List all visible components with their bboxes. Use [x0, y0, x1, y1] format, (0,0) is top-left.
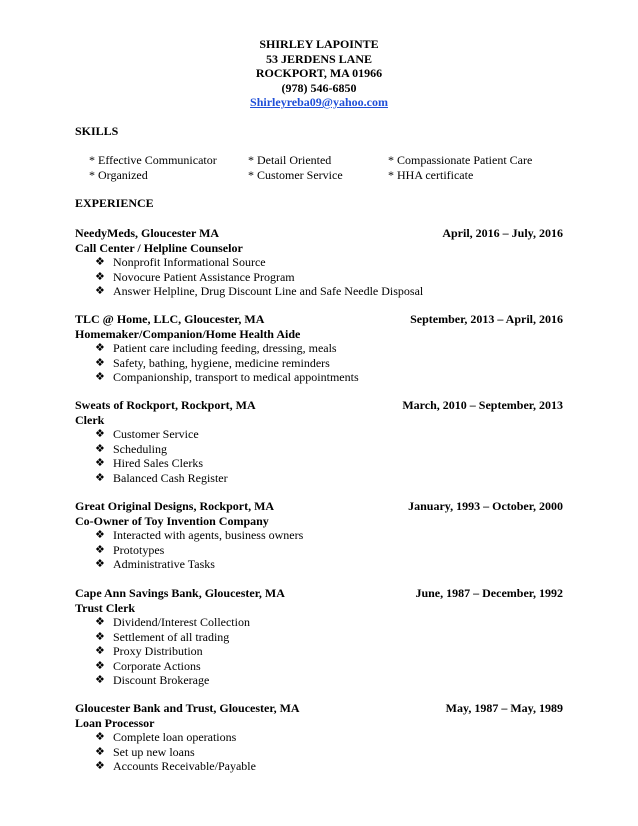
duty-item: ❖ Proxy Distribution	[95, 644, 203, 658]
duty-item: ❖ Corporate Actions	[95, 658, 201, 673]
duties-list	[75, 427, 563, 485]
job-title: Homemaker/Companion/Home Health Aide	[75, 326, 301, 341]
diamond-bullet-icon: ❖	[95, 470, 105, 484]
job-title: Clerk	[75, 412, 105, 427]
company-name: TLC @ Home, LLC, Gloucester, MA	[75, 312, 265, 326]
email-link[interactable]: Shirleyreba09@yahoo.com	[250, 95, 388, 109]
diamond-bullet-icon: ❖	[95, 542, 105, 556]
duty-item: ❖ Settlement of all trading	[95, 629, 230, 644]
duties-list	[75, 730, 563, 774]
duty-item: ❖ Novocure Patient Assistance Program	[95, 269, 295, 284]
street-address: 53 JERDENS LANE	[265, 51, 373, 66]
duties-list	[75, 528, 563, 572]
duty-item: ❖ Safety, bathing, hygiene, medicine reminders	[95, 355, 330, 370]
job-title: Co-Owner of Toy Invention Company	[75, 513, 269, 528]
employment-dates: May, 1987 – May, 1989	[445, 701, 563, 715]
diamond-bullet-icon: ❖	[95, 255, 105, 268]
diamond-bullet-icon: ❖	[95, 759, 105, 772]
diamond-bullet-icon: ❖	[95, 629, 105, 643]
duty-item: ❖ Discount Brokerage	[95, 673, 210, 687]
skill-item: * Detail Oriented	[248, 153, 332, 167]
duties-list	[75, 615, 563, 688]
job-title: Call Center / Helpline Counselor	[75, 240, 243, 255]
phone-number: (978) 546-6850	[281, 80, 357, 95]
duty-item: ❖ Dividend/Interest Collection	[95, 615, 250, 629]
employment-dates: January, 1993 – October, 2000	[408, 499, 563, 513]
company-name: Gloucester Bank and Trust, Gloucester, MA	[75, 701, 300, 715]
duty-item: ❖ Balanced Cash Register	[95, 470, 228, 485]
diamond-bullet-icon: ❖	[95, 456, 105, 469]
skill-item: * HHA certificate	[388, 168, 474, 182]
diamond-bullet-icon: ❖	[95, 644, 105, 657]
duties-list	[75, 341, 563, 385]
job-entry	[75, 312, 563, 385]
diamond-bullet-icon: ❖	[95, 730, 105, 743]
duty-item: ❖ Answer Helpline, Drug Discount Line and Safe Needle Disposal	[95, 284, 424, 298]
duty-item: ❖ Prototypes	[95, 542, 165, 557]
company-name: Sweats of Rockport, Rockport, MA	[75, 398, 256, 412]
duty-item: ❖ Set up new loans	[95, 744, 195, 759]
job-entry	[75, 701, 563, 774]
city-state-zip: ROCKPORT, MA 01966	[255, 66, 383, 80]
diamond-bullet-icon: ❖	[95, 615, 105, 628]
job-entry	[75, 398, 563, 485]
experience-heading: EXPERIENCE	[75, 196, 154, 210]
diamond-bullet-icon: ❖	[95, 427, 105, 440]
skill-item: * Effective Communicator	[89, 153, 217, 167]
company-name: Cape Ann Savings Bank, Gloucester, MA	[75, 586, 285, 600]
duty-item: ❖ Customer Service	[95, 427, 199, 441]
contact-header	[0, 37, 638, 110]
job-entry	[75, 226, 563, 299]
duty-item: ❖ Administrative Tasks	[95, 557, 215, 571]
skills-heading: SKILLS	[75, 124, 119, 138]
duty-item: ❖ Patient care including feeding, dressing, meals	[95, 341, 337, 355]
diamond-bullet-icon: ❖	[95, 658, 105, 672]
duty-item: ❖ Interacted with agents, business owners	[95, 528, 304, 542]
duty-item: ❖ Accounts Receivable/Payable	[95, 759, 256, 773]
diamond-bullet-icon: ❖	[95, 557, 105, 570]
employment-dates: March, 2010 – September, 2013	[402, 398, 563, 412]
skill-item: * Compassionate Patient Care	[388, 153, 533, 167]
skill-item: * Organized	[89, 168, 148, 182]
skill-item: * Customer Service	[248, 168, 343, 182]
duty-item: ❖ Companionship, transport to medical appointments	[95, 370, 359, 384]
diamond-bullet-icon: ❖	[95, 370, 105, 383]
duty-item: ❖ Nonprofit Informational Source	[95, 255, 266, 269]
duties-list	[75, 255, 563, 299]
diamond-bullet-icon: ❖	[95, 341, 105, 354]
diamond-bullet-icon: ❖	[95, 528, 105, 541]
company-name: NeedyMeds, Gloucester MA	[75, 226, 220, 240]
job-title: Loan Processor	[75, 715, 155, 730]
job-entry	[75, 499, 563, 572]
job-title: Trust Clerk	[75, 600, 136, 615]
diamond-bullet-icon: ❖	[95, 284, 105, 297]
duty-item: ❖ Scheduling	[95, 441, 167, 456]
diamond-bullet-icon: ❖	[95, 673, 105, 686]
employment-dates: April, 2016 – July, 2016	[442, 226, 563, 240]
diamond-bullet-icon: ❖	[95, 355, 105, 369]
job-entry	[75, 586, 563, 688]
applicant-name: SHIRLEY LAPOINTE	[259, 37, 379, 51]
diamond-bullet-icon: ❖	[95, 269, 105, 283]
diamond-bullet-icon: ❖	[95, 441, 105, 455]
company-name: Great Original Designs, Rockport, MA	[75, 499, 275, 513]
employment-dates: September, 2013 – April, 2016	[410, 312, 563, 326]
duty-item: ❖ Hired Sales Clerks	[95, 456, 203, 470]
employment-dates: June, 1987 – December, 1992	[415, 586, 563, 600]
diamond-bullet-icon: ❖	[95, 744, 105, 758]
duty-item: ❖ Complete loan operations	[95, 730, 237, 744]
